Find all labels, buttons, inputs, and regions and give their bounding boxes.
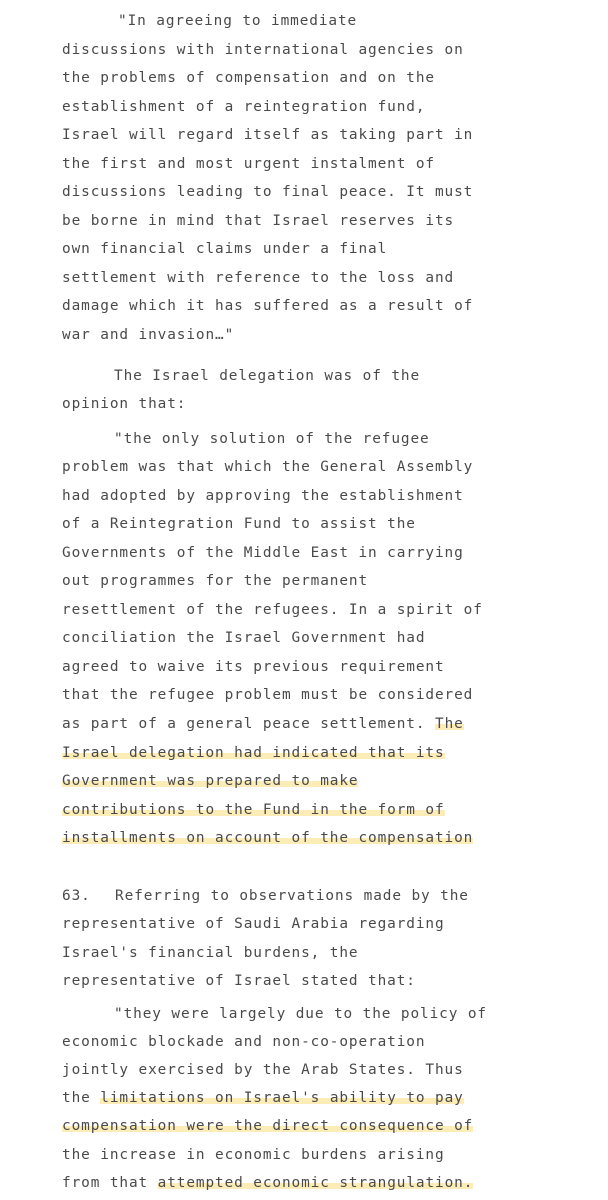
text-line: Governments of the Middle East in carrying xyxy=(62,545,464,561)
text-line: The Israel delegation was of the xyxy=(114,368,421,384)
text-run: the xyxy=(62,1090,91,1106)
text-line: war and invasion…" xyxy=(62,327,235,343)
text-line: representative of Saudi Arabia regarding xyxy=(62,916,445,932)
text-line: economic blockade and non-co-operation xyxy=(62,1034,426,1050)
text-line: jointly exercised by the Arab States. Thus xyxy=(62,1062,464,1078)
text-line: the increase in economic burdens arising xyxy=(62,1147,445,1163)
text-line: agreed to waive its previous requirement xyxy=(62,659,445,675)
highlighted-text: compensation were the direct consequence of xyxy=(62,1118,474,1134)
text-run: from that xyxy=(62,1175,149,1191)
text-line: that the refugee problem must be considered xyxy=(62,687,474,703)
text-line xyxy=(62,1173,473,1193)
paragraph-number: 63. xyxy=(62,888,91,904)
text-line: representative of Israel stated that: xyxy=(62,973,416,989)
text-line: discussions leading to final peace. It must xyxy=(62,184,474,200)
text-run: as part of a general peace settlement. xyxy=(62,716,426,732)
text-line: "the only solution of the refugee xyxy=(114,431,430,447)
highlighted-text: Israel delegation had indicated that its xyxy=(62,745,445,761)
text-line: be borne in mind that Israel reserves its xyxy=(62,213,455,229)
text-line xyxy=(62,771,358,791)
highlighted-text: limitations on Israel's ability to pay xyxy=(100,1090,464,1106)
text-line: problem was that which the General Assembly xyxy=(62,459,474,475)
highlighted-text: attempted economic strangulation. xyxy=(157,1175,474,1191)
text-line: opinion that: xyxy=(62,396,187,412)
text-line: discussions with international agencies on xyxy=(62,42,464,58)
text-line: "In agreeing to immediate xyxy=(118,13,358,29)
text-line: conciliation the Israel Government had xyxy=(62,630,426,646)
highlighted-text: contributions to the Fund in the form of xyxy=(62,802,445,818)
text-line: Israel's financial burdens, the xyxy=(62,945,359,961)
text-line: own financial claims under a final xyxy=(62,241,388,257)
text-line: had adopted by approving the establishment xyxy=(62,488,464,504)
text-line: of a Reintegration Fund to assist the xyxy=(62,516,416,532)
text-line xyxy=(62,1088,464,1108)
highlighted-text: The xyxy=(435,716,464,732)
highlighted-text: Government was prepared to make xyxy=(62,773,359,789)
text-line: resettlement of the refugees. In a spirit of xyxy=(62,602,483,618)
text-line: establishment of a reintegration fund, xyxy=(62,99,426,115)
text-line xyxy=(62,1116,473,1136)
text-line xyxy=(62,743,445,763)
text-line: "they were largely due to the policy of xyxy=(114,1006,487,1022)
text-line: the first and most urgent instalment of xyxy=(62,156,435,172)
text-line: damage which it has suffered as a result of xyxy=(62,298,474,314)
text-line: Israel will regard itself as taking part in xyxy=(62,127,474,143)
highlighted-text: installments on account of the compensation xyxy=(62,830,474,846)
text-line: Referring to observations made by the xyxy=(115,888,469,904)
text-line xyxy=(62,828,473,848)
text-line: the problems of compensation and on the xyxy=(62,70,435,86)
text-line xyxy=(62,800,445,820)
text-line xyxy=(62,714,464,734)
text-line: settlement with reference to the loss and xyxy=(62,270,455,286)
text-line: out programmes for the permanent xyxy=(62,573,369,589)
